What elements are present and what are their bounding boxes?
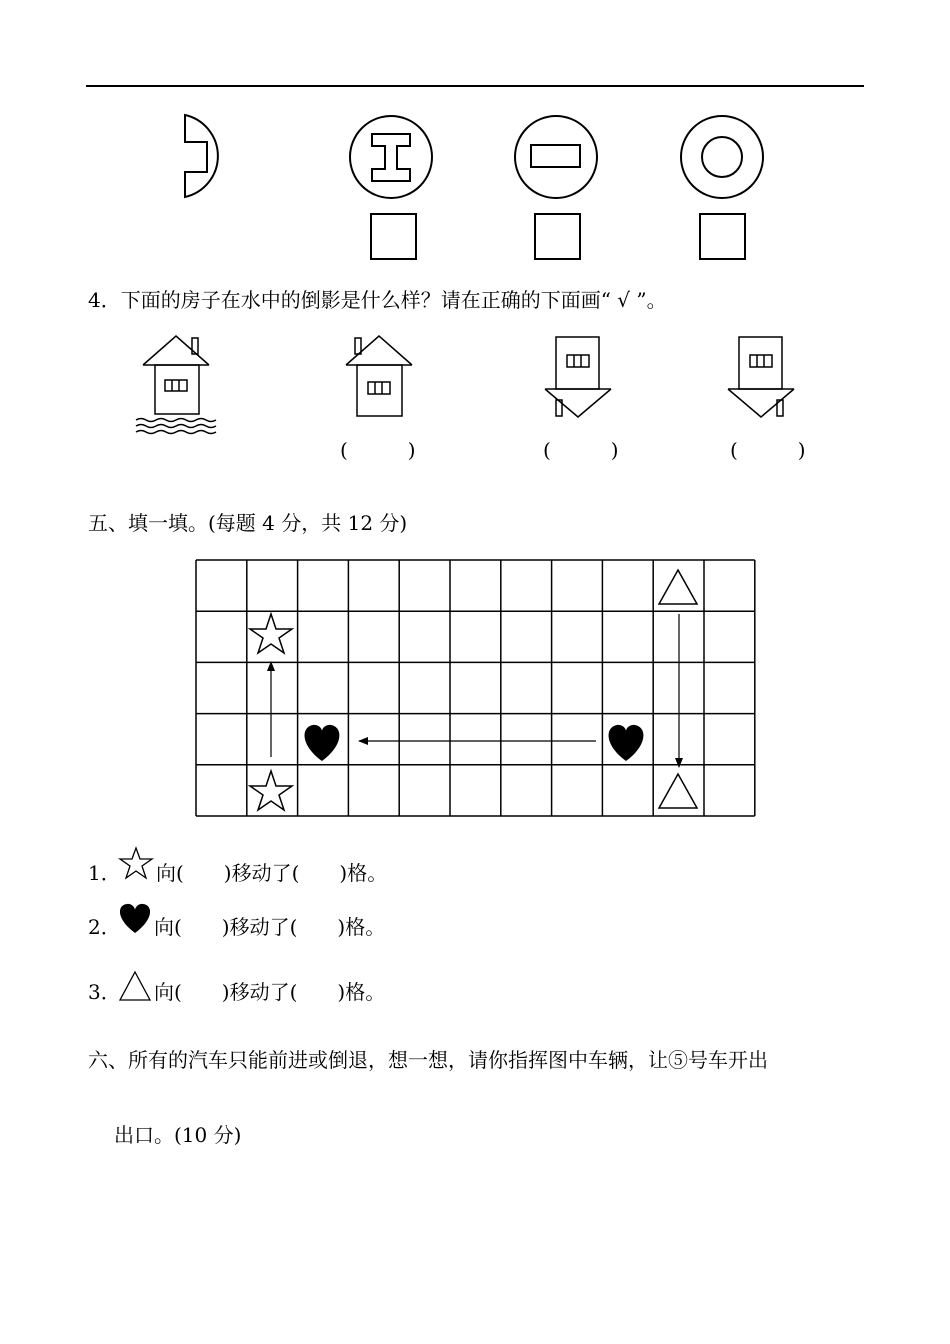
item-text[interactable]: 向( )移动了( )格。 [154, 980, 386, 1004]
triangle-icon [119, 970, 155, 1002]
heart-icon [118, 903, 154, 935]
answer-paren-b[interactable]: ( ) [543, 438, 619, 462]
item-number: 1． [88, 861, 121, 885]
item-number: 2． [88, 915, 121, 939]
heart-start-icon [609, 725, 644, 761]
section6-line1: 六、所有的汽车只能前进或倒退，想一想，请你指挥图中车辆，让⑤号车开出 [88, 1048, 768, 1072]
heart-end-icon [305, 725, 340, 761]
answer-paren-c[interactable]: ( ) [730, 438, 806, 462]
section5-title: 五、填一填。(每题 4 分，共 12 分) [88, 511, 408, 535]
star-start-icon [250, 771, 292, 810]
triangle-start-icon [659, 570, 697, 604]
answer-paren-a[interactable]: ( ) [340, 438, 416, 462]
triangle-end-icon [659, 774, 697, 808]
star-icon [118, 846, 156, 880]
star-end-icon [250, 614, 292, 653]
q4-title: 4．下面的房子在水中的倒影是什么样？请在正确的下面画“ √ ”。 [88, 288, 667, 312]
item-text[interactable]: 向( )移动了( )格。 [154, 915, 386, 939]
item-number: 3． [88, 980, 121, 1004]
section6-line2: 出口。(10 分) [114, 1123, 242, 1147]
item-text[interactable]: 向( )移动了( )格。 [156, 861, 388, 885]
